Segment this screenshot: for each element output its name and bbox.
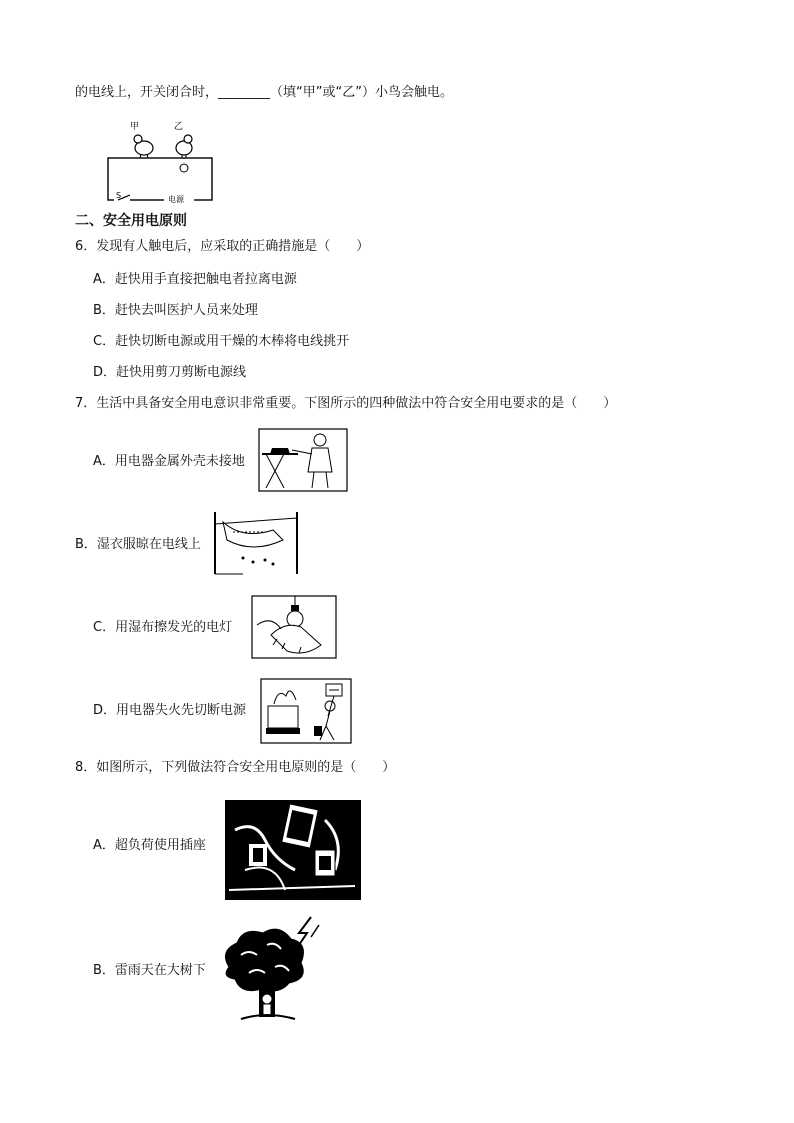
section-heading: 二、安全用电原则 [75,213,187,229]
q7-figure-b-wet-clothes [213,510,301,576]
q8-figure-b-tree-lightning [215,915,323,1025]
label-yi: 乙 [174,122,184,132]
q6-stem: 6．发现有人触电后，应采取的正确措施是（ ） [75,239,370,254]
q7-option-a: A．用电器金属外壳未接地 [93,454,245,469]
q7-option-c: C．用湿布擦发光的电灯 [93,620,233,635]
q6-option-a: A．赶快用手直接把触电者拉离电源 [93,272,297,287]
q7-figure-a-ironing [258,428,348,492]
q7-option-d: D．用电器失火先切断电源 [93,703,247,718]
q7-figure-d-fire-switch [260,678,352,744]
bird-jia-icon [134,135,153,158]
question-5-tail: 的电线上，开关闭合时，________（填“甲”或“乙”）小鸟会触电。 [75,85,453,100]
q8-figure-a-overloaded-socket [225,800,361,900]
label-power-source: 电源 [168,195,184,204]
q6-option-c: C．赶快切断电源或用干燥的木棒将电线挑开 [93,334,350,349]
q6-option-d: D．赶快用剪刀剪断电源线 [93,365,247,380]
q7-stem: 7．生活中具备安全用电意识非常重要。下图所示的四种做法中符合安全用电要求的是（ ） [75,396,617,411]
q7-option-b: B．湿衣服晾在电线上 [75,537,201,552]
label-switch-s: S [116,191,122,200]
circuit-figure [104,118,216,204]
q6-option-b: B．赶快去叫医护人员来处理 [93,303,258,318]
bird-yi-icon [176,135,192,158]
q8-option-a: A．超负荷使用插座 [93,838,206,853]
q8-option-b: B．雷雨天在大树下 [93,963,206,978]
q7-figure-c-wet-cloth-lamp [251,595,337,659]
q8-stem: 8．如图所示，下列做法符合安全用电原则的是（ ） [75,760,396,775]
label-jia: 甲 [130,122,140,132]
